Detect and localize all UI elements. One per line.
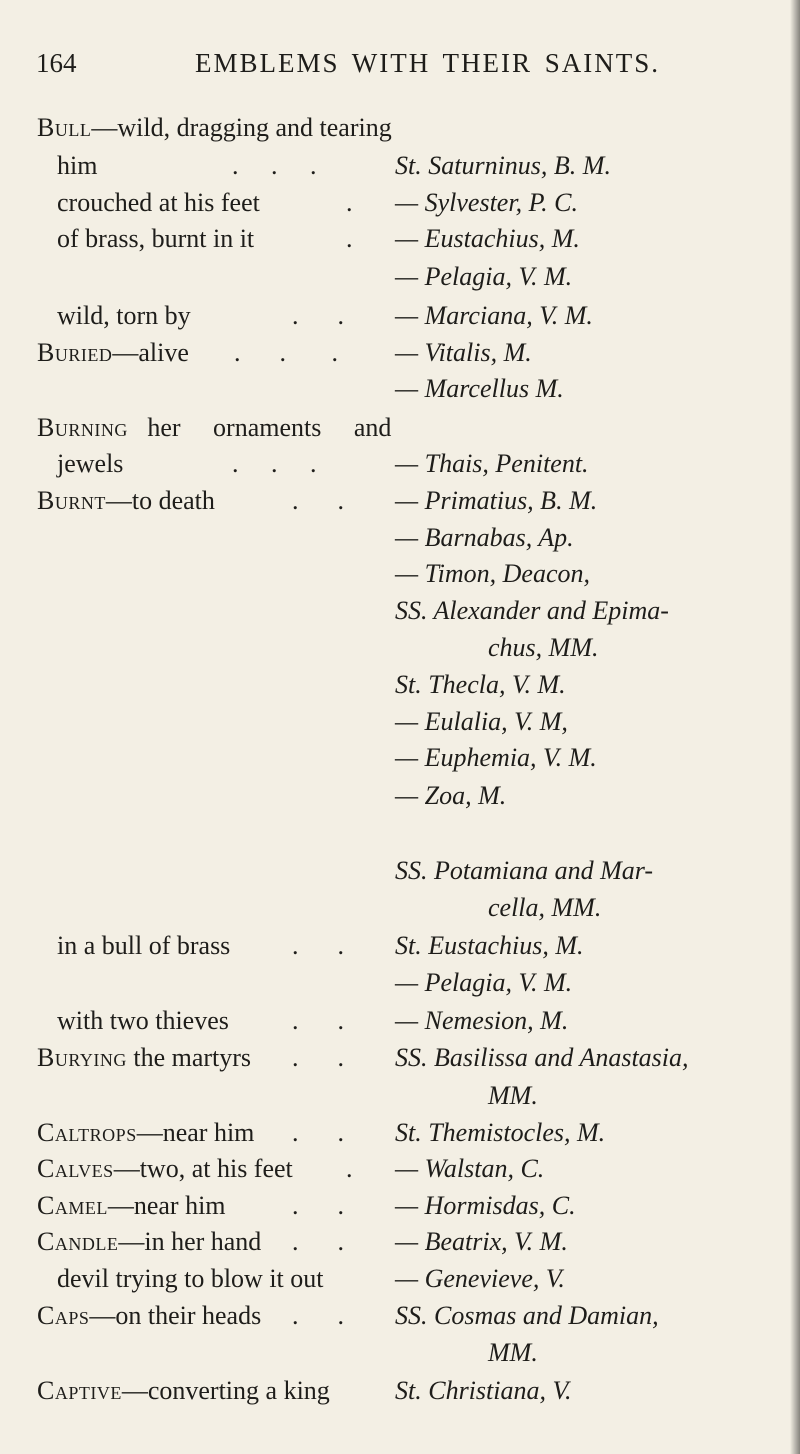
- saint-entry: St. Eustachius, M.: [395, 931, 584, 960]
- entry-text: —wild, dragging and tearing: [91, 113, 392, 142]
- leader-dots: . .: [292, 1043, 344, 1072]
- entry-text: devil trying to blow it out: [57, 1264, 324, 1293]
- entry-text: —two, at his feet: [113, 1154, 293, 1183]
- entry-caps: [37, 1300, 261, 1332]
- leader-dots: . .: [292, 1301, 344, 1330]
- entry-text: of brass, burnt in it: [57, 224, 255, 253]
- saint-entry: — Primatius, B. M.: [395, 486, 598, 515]
- entry-text: her ornaments and: [147, 413, 392, 442]
- saint-entry: St. Christiana, V.: [395, 1376, 572, 1405]
- headword: Burning: [37, 413, 128, 442]
- leader-dots: . . .: [232, 151, 317, 180]
- entry-text: with two thieves: [57, 1006, 229, 1035]
- saint-entry: St. Themistocles, M.: [395, 1118, 606, 1147]
- entry-text: him: [57, 151, 98, 180]
- entry-subline: [57, 300, 191, 332]
- saint-entry: — Timon, Deacon,: [395, 559, 590, 588]
- page-edge-shadow: [790, 0, 800, 1454]
- entry-caltrops: [37, 1117, 254, 1149]
- saint-entry: cella, MM.: [488, 893, 602, 922]
- headword: Burnt: [37, 486, 106, 515]
- saint-entry: SS. Potamiana and Mar-: [395, 856, 654, 885]
- entry-subline: [57, 1005, 229, 1037]
- entry-subline: [57, 223, 254, 255]
- entry-text: —alive: [112, 338, 189, 367]
- leader-dots: . .: [292, 1118, 344, 1147]
- page-title: EMBLEMS WITH THEIR SAINTS.: [195, 48, 661, 78]
- saint-entry: — Thais, Penitent.: [395, 449, 589, 478]
- entry-text: crouched at his feet: [57, 188, 260, 217]
- saint-entry: — Hormisdas, C.: [395, 1191, 576, 1220]
- saint-entry: SS. Alexander and Epima-: [395, 596, 669, 625]
- entry-text: the martyrs: [133, 1043, 252, 1072]
- saint-entry: SS. Cosmas and Damian,: [395, 1301, 659, 1330]
- saint-entry: St. Thecla, V. M.: [395, 670, 566, 699]
- entry-text: —to death: [105, 486, 215, 515]
- entry-text: —on their heads: [89, 1301, 262, 1330]
- entry-burning: [37, 412, 391, 444]
- saint-entry: — Nemesion, M.: [395, 1006, 569, 1035]
- saint-entry: — Marcellus M.: [395, 374, 564, 403]
- entry-calves: [37, 1153, 293, 1185]
- running-head: [0, 48, 800, 88]
- entry-text: jewels: [57, 449, 124, 478]
- entry-buried: [37, 337, 189, 369]
- headword: Bull: [37, 113, 92, 142]
- saint-entry: — Sylvester, P. C.: [395, 188, 578, 217]
- entry-text: —in her hand: [118, 1227, 262, 1256]
- saint-entry: — Barnabas, Ap.: [395, 523, 574, 552]
- leader-dots: . .: [292, 1227, 344, 1256]
- headword: Caps: [37, 1301, 90, 1330]
- entry-bull: [37, 112, 392, 144]
- saint-entry: St. Saturninus, B. M.: [395, 151, 611, 180]
- leader-dots: . . .: [234, 338, 338, 367]
- leader-dots: .: [346, 188, 353, 217]
- saint-entry: — Pelagia, V. M.: [395, 968, 573, 997]
- saint-entry: — Pelagia, V. M.: [395, 262, 573, 291]
- saint-entry: — Marciana, V. M.: [395, 301, 593, 330]
- entry-subline: [57, 150, 97, 182]
- headword: Burying: [37, 1043, 127, 1072]
- entry-text: in a bull of brass: [57, 931, 231, 960]
- entry-subline: [57, 448, 123, 480]
- leader-dots: . .: [292, 301, 344, 330]
- leader-dots: .: [346, 1154, 353, 1183]
- entry-text: —near him: [107, 1191, 226, 1220]
- entry-subline: [57, 1263, 324, 1295]
- saint-entry: — Beatrix, V. M.: [395, 1227, 568, 1256]
- leader-dots: . .: [292, 931, 344, 960]
- leader-dots: . . .: [232, 449, 317, 478]
- saint-entry: — Zoa, M.: [395, 781, 507, 810]
- headword: Calves: [37, 1154, 114, 1183]
- entry-subline: [57, 187, 260, 219]
- saint-entry: MM.: [488, 1338, 538, 1367]
- entry-captive: [37, 1375, 330, 1407]
- saint-entry: — Vitalis, M.: [395, 338, 532, 367]
- headword: Camel: [37, 1191, 108, 1220]
- page-number: 164: [36, 48, 77, 78]
- saint-entry: SS. Basilissa and Anastasia,: [395, 1043, 689, 1072]
- headword: Candle: [37, 1227, 119, 1256]
- leader-dots: . .: [292, 1006, 344, 1035]
- entry-text: —converting a king: [121, 1376, 330, 1405]
- saint-entry: chus, MM.: [488, 633, 599, 662]
- saint-entry: MM.: [488, 1081, 538, 1110]
- leader-dots: . .: [292, 486, 344, 515]
- leader-dots: .: [346, 224, 353, 253]
- entry-text: wild, torn by: [57, 301, 191, 330]
- entry-burnt: [37, 485, 215, 517]
- leader-dots: . .: [292, 1191, 344, 1220]
- headword: Buried: [37, 338, 113, 367]
- entry-burying: [37, 1042, 251, 1074]
- saint-entry: — Genevieve, V.: [395, 1264, 565, 1293]
- saint-entry: — Euphemia, V. M.: [395, 743, 597, 772]
- entry-text: —near him: [136, 1118, 255, 1147]
- saint-entry: — Eulalia, V. M,: [395, 707, 568, 736]
- entry-candle: [37, 1226, 261, 1258]
- headword: Captive: [37, 1376, 122, 1405]
- entry-camel: [37, 1190, 226, 1222]
- saint-entry: — Walstan, C.: [395, 1154, 545, 1183]
- entry-subline: [57, 930, 230, 962]
- saint-entry: — Eustachius, M.: [395, 224, 580, 253]
- headword: Caltrops: [37, 1118, 137, 1147]
